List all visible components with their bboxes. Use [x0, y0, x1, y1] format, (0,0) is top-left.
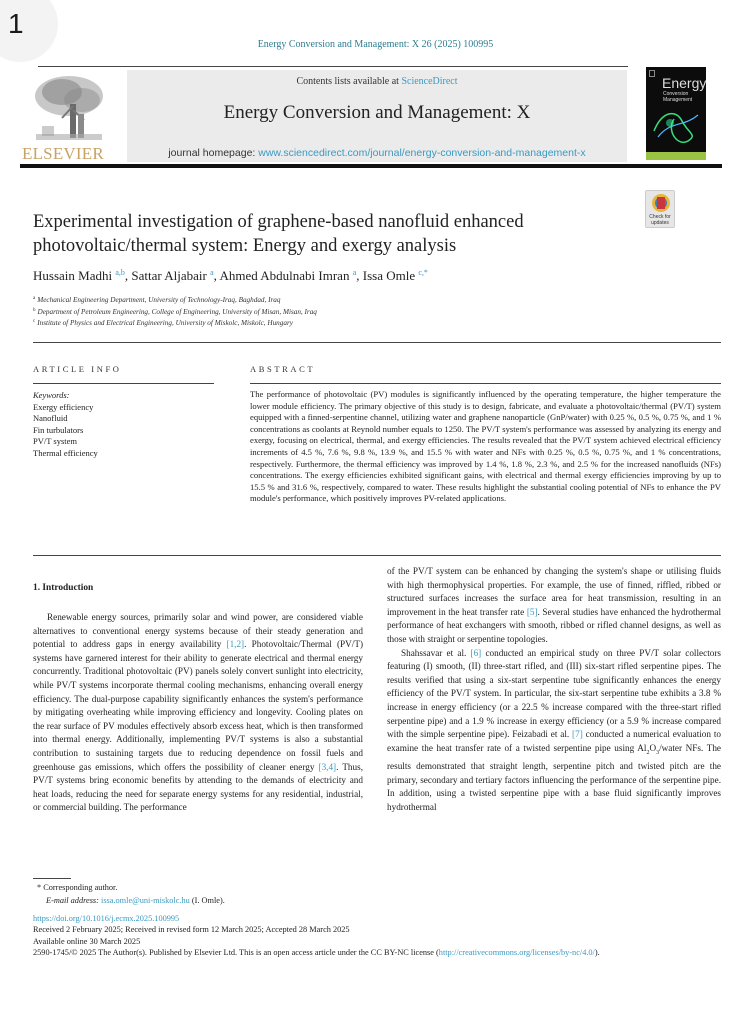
abstract-divider [33, 555, 721, 556]
bookmark-icon [657, 197, 665, 209]
check-for-updates-button[interactable]: Check for updates [645, 190, 675, 228]
affiliation: $^b$ Department of Petroleum Engineering, College of Engineering, University of Misan, Misan, Iraq [33, 307, 317, 316]
available-online: Available online 30 March 2025 [33, 936, 141, 946]
article-info-rule [33, 383, 214, 384]
journal-title: Energy Conversion and Management: X [223, 102, 531, 123]
abstract-heading: ABSTRACT [250, 364, 316, 374]
contents-available: Contents lists available at ScienceDirect [296, 76, 458, 87]
keyword-item: PV/T system [33, 436, 78, 446]
sciencedirect-link[interactable]: ScienceDirect [401, 76, 458, 87]
doi-link[interactable]: https://doi.org/10.1016/j.ecmx.2025.100995 [33, 914, 180, 923]
footnote-rule [33, 878, 71, 879]
header-rule-top [38, 66, 628, 67]
citation-link[interactable]: [6] [470, 647, 482, 658]
keyword-item: Fin turbulators [33, 424, 84, 435]
publication-info [33, 913, 723, 958]
elsevier-tree-icon [32, 74, 106, 144]
affiliation: $^a$ Mechanical Engineering Department, University of Technology-Iraq, Baghdad, Iraq [33, 296, 281, 304]
abstract-rule [250, 383, 721, 384]
cover-bar [646, 152, 706, 160]
article-dates: Received 2 February 2025; Received in revised form 12 March 2025; Accepted 28 March 2025 [33, 925, 350, 935]
abstract-text: The performance of photovoltaic (PV) modules is significantly influenced by the operating temperature, the higher temperature the lower module efficiency. The primary objective of this study is to design, fabricate, and evaluate a photovoltaic/thermal (PV/T) system equipped with a finned-serpentine channel, utilizing water and graphene nanoparticle (GnP/water) with 0.25 %, 0.5 %, 0.75 %, and 1 % concentrations as coolants at Reynold number equals to 1250. The PV/T system's performance was assessed by analyzing its energy and exergy, focusing on electrical, thermal, and exergy efficiencies. The results revealed that the PV/T system achieved electrical efficiency increments of 4.5 %, 7.6 %, 9.8 %, 13.9 %, and 15.5 % with water and NFs with 0.25 %, 0.5 %, 0.75 %, and 1 % concentrations, respectively. Furthermore, the thermal efficiency was improved by 1.4 %, 1.8 %, 2.3 %, and 2.5 % for the increased nanofluids (NFs) concentrations. The exergy efficiencies exhibited significant gains, with electrical and thermal exergy efficiencies improving by up to 15.5 % and 31.6 %, respectively, compared to water. These results highlight the substantial cooling potential of NFs to enhance the PV module's performance, which positively improves PV-related applications. [250, 389, 721, 504]
license-link[interactable]: http://creativecommons.org/licenses/by-nc/4.0/ [438, 947, 595, 957]
page-number-badge [0, 0, 58, 62]
cover-swirl-graphic [648, 101, 704, 145]
license-statement: 2590-1745/© 2025 The Author(s). Published by Elsevier Ltd. This is an open access article under the CC BY-NC license (http://creativecommons.org/licenses/by-nc/4.0/). [33, 947, 600, 957]
article-info-heading: ARTICLE INFO [33, 364, 122, 374]
journal-cover-image[interactable] [646, 67, 706, 160]
body-column-left [33, 611, 363, 815]
author[interactable]: Ahmed Abdulnabi Imran $^a$ [219, 268, 357, 283]
author[interactable]: Issa Omle $^{c,*}$ [362, 268, 428, 283]
author[interactable]: Sattar Aljabair $^a$ [131, 268, 214, 283]
citation-link[interactable]: [1,2] [226, 639, 245, 650]
article-title: Experimental investigation of graphene-based nanofluid enhanced photovoltaic/thermal system: Energy and exergy analysis [33, 212, 524, 256]
header-rule-bottom [20, 164, 722, 168]
journal-header-box [127, 70, 627, 162]
citation-link[interactable]: [3,4] [318, 761, 337, 772]
body-column-right [387, 565, 721, 815]
keyword-item: Nanofluid [33, 413, 68, 423]
elsevier-wordmark: ELSEVIER [22, 144, 104, 163]
journal-reference-link[interactable]: Energy Conversion and Management: X 26 (2025) 100995 [257, 39, 494, 50]
journal-homepage: journal homepage: www.sciencedirect.com/journal/energy-conversion-and-management-x [168, 147, 586, 159]
journal-homepage-link[interactable]: www.sciencedirect.com/journal/energy-conversion-and-management-x [258, 147, 586, 159]
citation-link[interactable]: [5] [526, 606, 538, 617]
corresponding-author-footnote: * Corresponding author. E-mail address: issa.omle@uni-miskolc.hu (I. Omle). [37, 883, 225, 906]
keywords-list: Keywords: Exergy efficiency Nanofluid Fin turbulators PV/T system Thermal efficiency [33, 390, 98, 458]
keyword-item: Thermal efficiency [33, 447, 98, 458]
affiliation: $^c$ Institute of Physics and Electrical Engineering, University of Miskolc, Miskolc, Hungary [33, 319, 293, 327]
page-number: 1 [8, 8, 24, 39]
affiliations [33, 294, 317, 329]
paragraph: Shahssavar et al. [6] conducted an empirical study on three PV/T solar collectors featuring (I) smooth, (II) three-start rifled, and (III) six-start rifled serpentine pipes. The results verified that using a six-start serpentine tube significantly enhances the energy efficiency of the PV/T system. In particular, the six-start serpentine tube exhibits a 3.8 % increase in energy efficiency (or a 22.5 % increase compared with the three-start rifled serpentine pipe) and a 1.9 % increase in exergy efficiency (or a 5.9 % increase compared with the simple serpentine pipe). Feizabadi et al. [7] conducted a numerical evaluation to examine the heat transfer rate of a twisted serpentine pipe using $Al_2O_3$/water NFs. The results demonstrated that straight length, serpentine pitch and twisted pitch are the primary, secondary and tertiary factors influencing the performance of the serpentine pipe. In addition, using a twisted serpentine pipe with a base fluid significantly improves hydrothermal [387, 647, 721, 812]
keyword-item: Exergy efficiency [33, 401, 94, 412]
author[interactable]: Hussain Madhi $^{a,b}$ [33, 268, 125, 283]
elsevier-logo[interactable] [22, 70, 114, 162]
author-list: Hussain Madhi $^{a,b}$, Sattar Aljabair $^a$, Ahmed Abdulnabi Imran $^a$, Issa Omle $^{c,*}$ [33, 268, 428, 283]
paragraph: of the PV/T system can be enhanced by changing the system's shape or utilising fluids with high thermophysical properties. For example, the use of finned, riffled, ribbed or structured surfaces increases the surface area for heat transmission, resulting in an improvement in the heat transfer rate [5]. Several studies have enhanced the hydrothermal performance of heat exchangers with smooth, ribbed or rifled channel designs, as well as those with straight or serpentine topologies. [387, 566, 721, 644]
affiliation-divider [33, 342, 721, 343]
cover-title: Energy [662, 75, 706, 91]
citation-link[interactable]: [7] [572, 729, 583, 740]
cover-publisher-icon [649, 70, 655, 77]
paragraph: Renewable energy sources, primarily solar and wind power, are considered viable alternatives to conventional energy systems because of their steady generation and potential to address gaps in energy availability [1,2]. Photovoltaic/Thermal (PV/T) systems have garnered interest for their ability to generate electrical and thermal energy concurrently. Traditional photovoltaic (PV) panels solely convert sunlight into electricity, while PV/T systems incorporate thermal cooling mechanisms, enhancing overall energy efficiency. The dual-purpose capability significantly enhances the system's performance by mitigating overheating while improving efficiency and longevity. Cooling plates on the rear surface of PV modules effectively absorb excess heat, which is then transformed into thermal energy. Additionally, implementing PV/T systems is also a substantial contribution to sustaining targets due to reducing dependence on fossil fuels and greenhouse gas emissions, which offers the possibility of cleaner energy [3,4]. Thus, PV/T systems bring economic benefits by attending to the demands of electricity and heat loads, reducing the need for separate energy systems for any residential, industrial, or commercial building. The performance [33, 612, 363, 813]
cover-subtitle: Conversion Management [663, 91, 693, 103]
author-email-link[interactable]: issa.omle@uni-miskolc.hu [101, 896, 190, 906]
section-heading-introduction: 1. Introduction [33, 583, 94, 593]
